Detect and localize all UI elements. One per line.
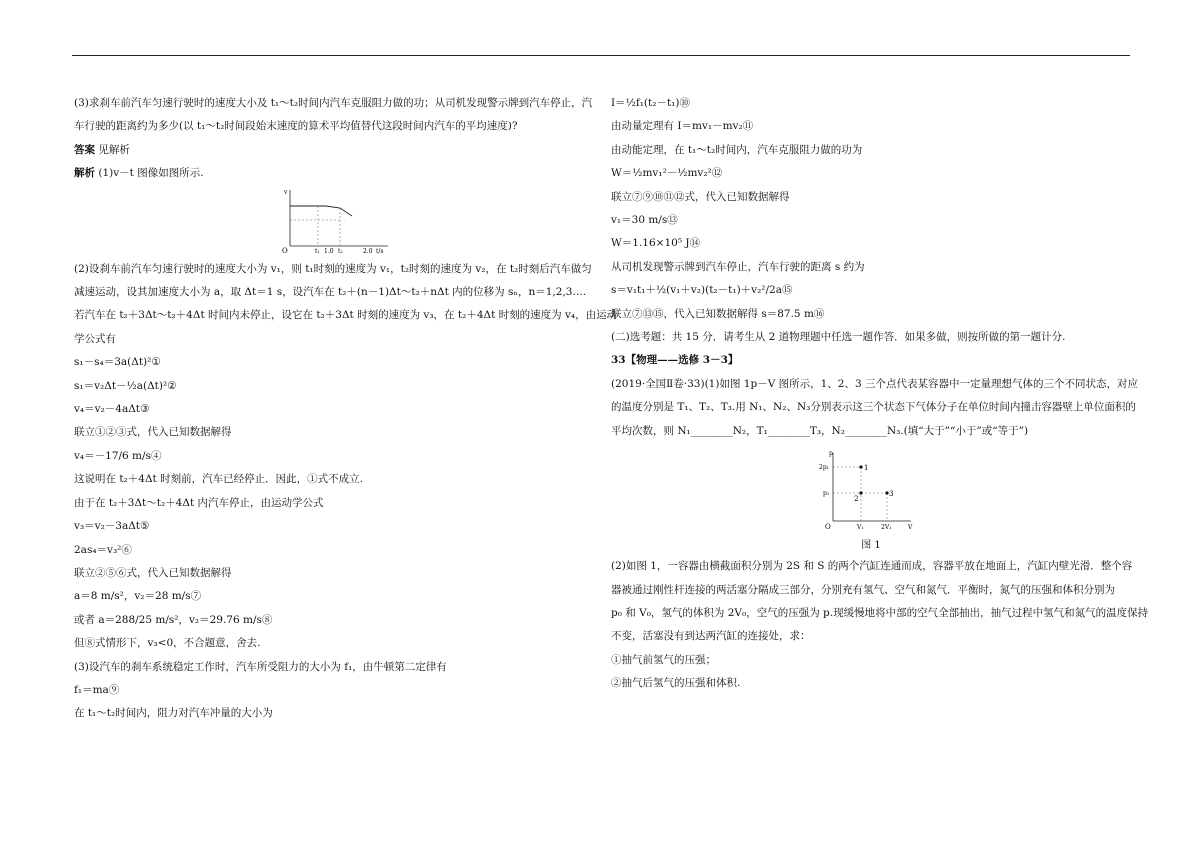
equation-line: v₃＝v₂－3aΔt⑤ [74, 520, 150, 533]
text-line: 由动量定理有 I＝mv₁－mv₂⑪ [611, 120, 754, 133]
left-column [74, 92, 618, 726]
section-heading: 33【物理——选修 3－3】 [611, 354, 739, 367]
text-line: 但⑧式情形下，v₃<0，不合题意，舍去. [74, 637, 261, 650]
text-line: 联立②⑤⑥式，代入已知数据解得 [74, 566, 232, 579]
pv-x-tick: V₁ [857, 524, 864, 532]
vt-graph [74, 186, 602, 258]
vt-tick: 1.0 [324, 247, 334, 255]
equation-line: f₁＝ma⑨ [74, 683, 120, 696]
vt-y-label: v [284, 188, 288, 196]
equation-line: v₄＝－17/6 m/s④ [74, 449, 162, 462]
text-line: 从司机发现警示牌到汽车停止，汽车行驶的距离 s 约为 [611, 260, 865, 273]
text-line: 器被通过刚性杆连接的两活塞分隔成三部分，分别充有氢气、空气和氮气．平衡时，氮气的压强和体积分别为 [611, 583, 1115, 596]
text-line: 这说明在 t₂＋4Δt 时刻前，汽车已经停止．因此，①式不成立. [74, 473, 363, 486]
text-line: 学公式有 [74, 332, 116, 345]
vt-origin: O [282, 246, 288, 255]
text-line: 联立⑦⑬⑮，代入已知数据解得 s＝87.5 m⑯ [611, 307, 825, 320]
text-line: (2019·全国Ⅱ卷·33)(1)如图 1p－V 图所示，1、2、3 三个点代表某容器中一定量理想气体的三个不同状态，对应 [611, 377, 1138, 390]
figure-caption: 图 1 [861, 540, 881, 552]
equation-line: W＝1.16×10⁵ J⑭ [611, 237, 701, 250]
vt-tick: 2.0 [363, 247, 373, 255]
equation-line: I＝½f₁(t₂－t₁)⑩ [611, 97, 690, 109]
vt-x-label: t/s [376, 247, 384, 255]
text-line: 由于在 t₂＋3Δt～t₂＋4Δt 内汽车停止，由运动学公式 [74, 496, 324, 509]
page-top-rule [72, 55, 1130, 56]
equation-line: s＝v₁t₁＋½(v₁＋v₂)(t₂－t₁)＋v₂²/2a⑮ [611, 284, 793, 297]
text-line: ②抽气后氢气的压强和体积. [611, 677, 741, 690]
text-line: 车行驶的距离约为多少(以 t₁～t₂时间段始末速度的算术平均值替代这段时间内汽车的平均速度)? [74, 120, 518, 133]
equation-line: 2as₄＝v₃²⑥ [74, 543, 132, 556]
pv-x-tick: 2V₁ [881, 524, 892, 532]
pv-point-label: 3 [889, 490, 894, 499]
pv-y-tick: p₁ [823, 490, 830, 498]
pv-diagram [611, 449, 1131, 537]
text-line: 若汽车在 t₂＋3Δt～t₂＋4Δt 时间内未停止，设它在 t₂＋3Δt 时刻的速度为 v₃，在 t₂＋4Δt 时刻的速度为 v₄，由运动 [74, 309, 618, 322]
vt-curve [290, 206, 352, 216]
text-line: p₀ 和 V₀，氢气的体积为 2V₀，空气的压强为 p.现缓慢地将中部的空气全部抽出，抽气过程中氢气和氮气的温度保持 [611, 606, 1149, 619]
equation-line: s₁－s₄＝3a(Δt)²① [74, 356, 161, 369]
text-line: (3)求刹车前汽车匀速行驶时的速度大小及 t₁～t₂时间内汽车克服阻力做的功；从司机发现警示牌到汽车停止，汽 [74, 97, 593, 109]
text-line: (二)选考题：共 15 分．请考生从 2 道物理题中任选一题作答．如果多做，则按所做的第一题计分. [611, 331, 1066, 344]
analysis-text: (1)v－t 图像如图所示. [98, 167, 204, 180]
answer-text: 见解析 [98, 143, 130, 156]
text-line: ①抽气前氢气的压强； [611, 653, 716, 666]
text-line: 由动能定理，在 t₁～t₂时间内，汽车克服阻力做的功为 [611, 143, 863, 156]
answer-line [74, 139, 602, 162]
text-line: 不变，活塞没有到达两汽缸的连接处，求： [611, 630, 811, 643]
pv-point-label: 2 [854, 495, 859, 504]
pv-x-label: V [908, 524, 913, 532]
text-line: 平均次数，则 N₁________N₂，T₁________T₃，N₂________N₃.(填“大于”“小于”或“等于”) [611, 424, 1029, 437]
pv-y-label: p [829, 450, 833, 458]
pv-point-2 [859, 491, 862, 494]
vt-graph-figure [74, 186, 602, 258]
text-line: 在 t₁～t₂时间内，阻力对汽车冲量的大小为 [74, 707, 273, 720]
equation-line: v₁＝30 m/s⑬ [611, 214, 678, 227]
text-line: (2)设刹车前汽车匀速行驶时的速度大小为 v₁，则 t₁时刻的速度为 v₁，t₂时刻的速度为 v₂，在 t₂时刻后汽车做匀 [74, 262, 592, 275]
equation-line: 或者 a＝288/25 m/s²，v₂＝29.76 m/s⑧ [74, 613, 273, 626]
text-line: 联立⑦⑨⑩⑪⑫式，代入已知数据解得 [611, 190, 790, 203]
pv-origin: O [825, 523, 831, 532]
analysis-label: 解析 [74, 167, 95, 180]
pv-y-tick: 2p₁ [819, 464, 830, 472]
text-line: 联立①②③式，代入已知数据解得 [74, 426, 232, 439]
right-column [611, 92, 1149, 696]
text-line: (3)设汽车的刹车系统稳定工作时，汽车所受阻力的大小为 f₁，由牛顿第二定律有 [74, 660, 447, 673]
text-line: 的温度分别是 T₁、T₂、T₃.用 N₁、N₂、N₃分别表示这三个状态下气体分子在单位时间内撞击容器壁上单位面积的 [611, 401, 1136, 414]
equation-line: s₁＝v₂Δt－½a(Δt)²② [74, 379, 177, 392]
analysis-line [74, 162, 602, 185]
pv-point-1 [859, 465, 862, 468]
vt-tick: t₂ [338, 247, 343, 255]
vt-tick: t₁ [315, 247, 320, 255]
equation-line: a＝8 m/s²，v₂＝28 m/s⑦ [74, 590, 202, 603]
pv-diagram-figure [611, 449, 1131, 537]
text-line: (2)如图 1，一容器由横截面积分别为 2S 和 S 的两个汽缸连通而成，容器平放在地面上，汽缸内壁光滑．整个容 [611, 560, 1133, 573]
answer-label: 答案 [74, 143, 95, 156]
pv-point-label: 1 [864, 464, 869, 473]
equation-line: W＝½mv₁²－½mv₂²⑫ [611, 167, 723, 180]
equation-line: v₄＝v₂－4aΔt③ [74, 403, 150, 416]
text-line: 减速运动，设其加速度大小为 a，取 Δt＝1 s，设汽车在 t₂＋(n－1)Δt～t₂＋nΔt 内的位移为 sₙ，n＝1,2,3…. [74, 286, 587, 299]
